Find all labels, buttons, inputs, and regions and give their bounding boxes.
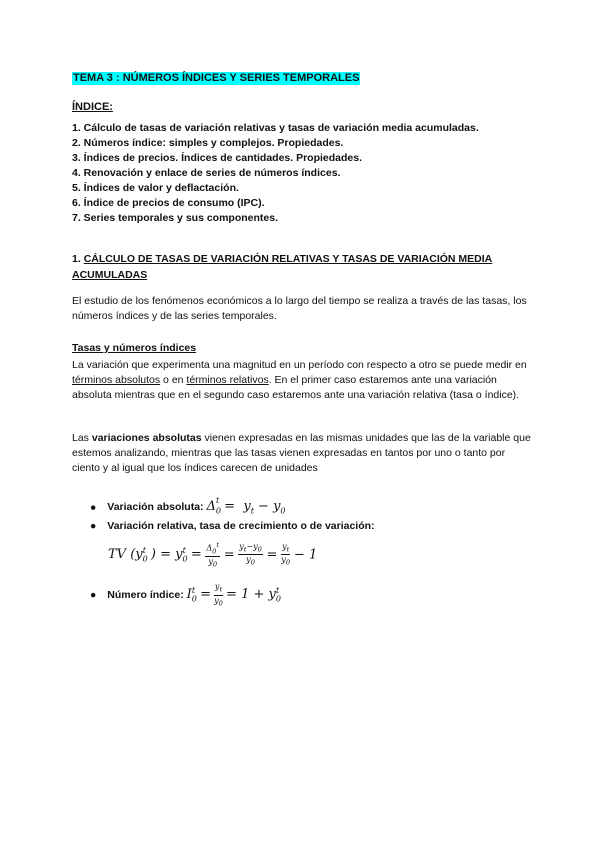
- formula-relative: TV ($y_0^t$ ) = $y_0^t$ = $\frac{\Delta_0^t}{y_0}$ = $\frac{y_t-y_0}{y_0}$ = $\frac{y_t}{y_0}$ − 1: [108, 541, 318, 569]
- bullet-variacion-absoluta: [90, 498, 286, 516]
- formula-absolute: $\Delta_0^t = y_t - y_0$: [206, 496, 286, 516]
- bullet-numero-indice: ● Número índice: $I_0^t$ = $\frac{y_t}{y_0}$ = $1 + y_0^t$: [90, 582, 281, 608]
- section-number: 1.: [72, 253, 84, 265]
- index-heading: ÍNDICE:: [72, 101, 113, 113]
- index-item: 6. Índice de precios de consumo (IPC).: [72, 197, 265, 209]
- paragraph-variation: [72, 358, 532, 403]
- link-terminos-relativos[interactable]: términos relativos: [186, 374, 269, 386]
- bullet-variacion-relativa: [90, 520, 375, 532]
- bullet-label: Variación relativa, tasa de crecimiento o de variación:: [107, 520, 375, 532]
- bullet-label: Variación absoluta:: [107, 501, 204, 514]
- link-terminos-absolutos[interactable]: términos absolutos: [72, 374, 161, 386]
- index-item: 3. Índices de precios. Índices de cantidades. Propiedades.: [72, 152, 363, 164]
- text-run: La variación que experimenta una magnitud en un período con respecto a otro se puede medir en: [72, 359, 527, 371]
- paragraph-absolutas: [72, 431, 532, 476]
- subheading: Tasas y números índices: [72, 342, 197, 354]
- bullet-dot-icon: ●: [90, 501, 97, 514]
- index-item: 2. Números índice: simples y complejos. Propiedades.: [72, 137, 344, 149]
- bold-term: variaciones absolutas: [91, 432, 202, 444]
- index-item: 4. Renovación y enlace de series de números índices.: [72, 167, 341, 179]
- index-list: [72, 121, 479, 226]
- intro-paragraph: El estudio de los fenómenos económicos a lo largo del tiempo se realiza a través de las tasas, los números índices y de las series temporales.: [72, 295, 527, 322]
- text-run: o en: [160, 374, 187, 386]
- bullet-dot-icon: ●: [90, 588, 97, 601]
- text-run: Las: [72, 432, 92, 444]
- index-item: 1. Cálculo de tasas de variación relativas y tasas de variación media acumuladas.: [72, 122, 479, 134]
- bullet-label: Número índice:: [107, 588, 184, 601]
- doc-title: TEMA 3 : NÚMEROS ÍNDICES Y SERIES TEMPORALES: [73, 72, 360, 84]
- text-run: . En el primer caso estaremos ante una variación absoluta mientras que en el segundo caso estaremos ante una variación relativa (tasa o índice).: [72, 374, 520, 401]
- text-run: vienen expresadas en las mismas unidades que las de la variable que estemos analizando, mientras que las tasas vienen expresadas en tantos por uno o tanto por ciento y al igual que los índices carecen de unidades: [72, 432, 531, 474]
- section-1-heading: [72, 251, 532, 283]
- formula-index: $I_0^t$ =: [186, 585, 211, 604]
- section-title: CÁLCULO DE TASAS DE VARIACIÓN RELATIVAS Y TASAS DE VARIACIÓN MEDIA ACUMULADAS: [72, 253, 493, 281]
- index-item: 5. Índices de valor y deflactación.: [72, 182, 239, 194]
- index-item: 7. Series temporales y sus componentes.: [72, 212, 279, 224]
- bullet-dot-icon: ●: [90, 520, 97, 532]
